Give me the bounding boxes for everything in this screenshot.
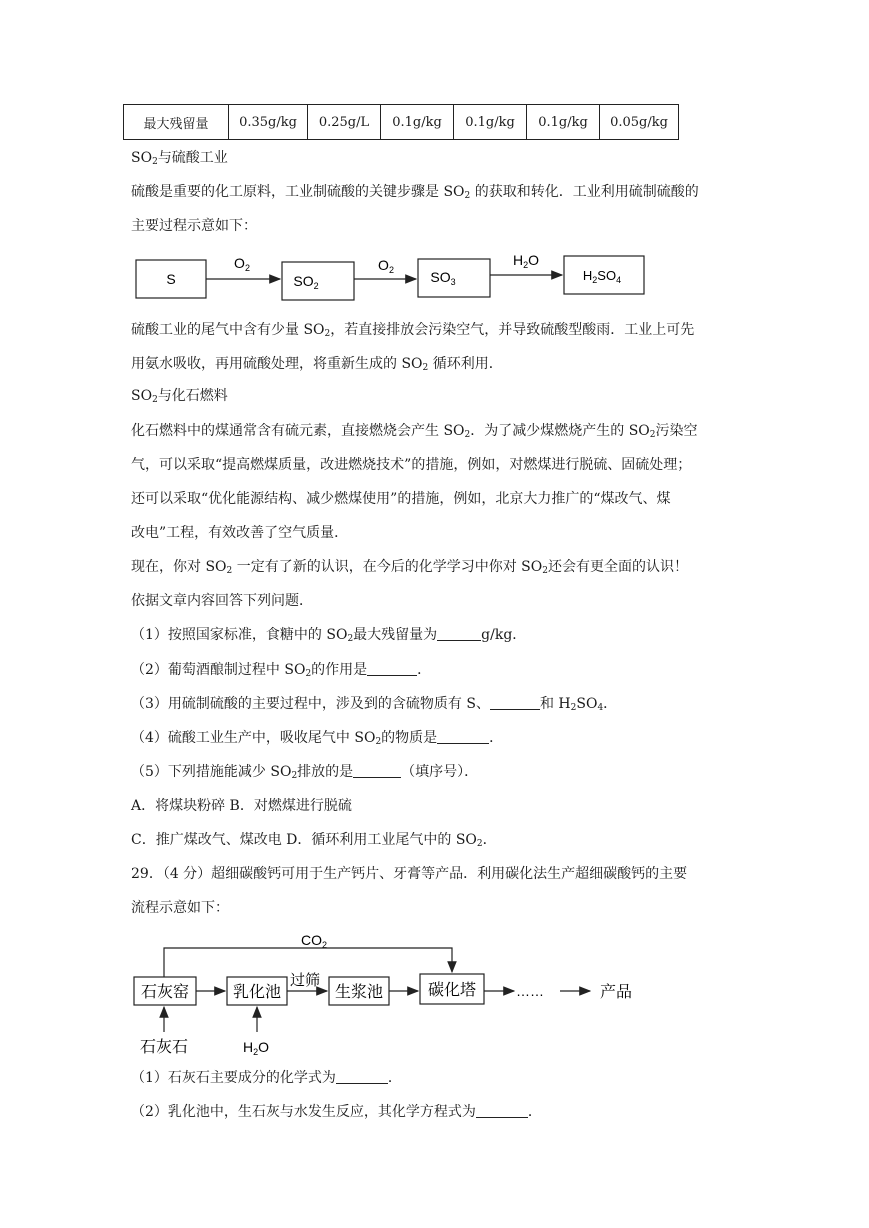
answer-blank[interactable] <box>476 1103 528 1118</box>
paragraph-line: 主要过程示意如下： <box>131 218 257 234</box>
answer-blank[interactable] <box>437 626 481 641</box>
question-1: （1）按照国家标准，食糖中的 $SO_2$最大残留量为 g/kg． <box>131 627 527 644</box>
paragraph-line: 硫酸是重要的化工原料，工业制硫酸的关键步骤是 $SO_2$ 的获取和转化．工业利用硫制硫酸的 <box>131 184 699 201</box>
paragraph-line: 现在，你对 $SO_2$ 一定有了新的认识，在今后的化学学习中你对 $SO_2$还会有更全面的认识！ <box>131 559 688 576</box>
paragraph-line: 化石燃料中的煤通常含有硫元素，直接燃烧会产生 $SO_2$．为了减少煤燃烧产生的 $SO_2$污染空 <box>131 423 698 440</box>
sub-question-1: （1）石灰石主要成分的化学式为 ． <box>131 1070 402 1086</box>
sulfuric-acid-flow-diagram <box>130 248 660 306</box>
paragraph-line: 气，可以采取“提高燃煤质量，改进燃烧技术”的措施，例如，对燃煤进行脱硫、固硫处理； <box>131 457 692 473</box>
arrow-label-h2o: $H_2O$ <box>512 252 540 270</box>
ellipsis: …… <box>516 983 544 999</box>
answer-blank[interactable] <box>490 695 540 710</box>
table-cell: 0.35g/kg <box>229 105 308 140</box>
question-4: （4）硫酸工业生产中，吸收尾气中 $SO_2$的物质是 ． <box>131 730 504 747</box>
table-row <box>124 105 679 140</box>
residue-table <box>123 104 679 140</box>
product-label: 产品 <box>599 984 633 1001</box>
question-5: （5）下列措施能减少 $SO_2$排放的是 （填序号）． <box>131 764 479 781</box>
answer-blank[interactable] <box>353 763 401 778</box>
instruction-line: 依据文章内容回答下列问题． <box>131 593 313 609</box>
table-cell: 0.1g/kg <box>527 105 600 140</box>
sub-question-2: （2）乳化池中，生石灰与水发生反应，其化学方程式为 ． <box>131 1104 542 1120</box>
flow-label-so2: $SO_2$ <box>293 273 319 291</box>
question-29-cont: 流程示意如下： <box>131 900 229 916</box>
co2-label: $CO_2$ <box>300 932 328 950</box>
question-29: 29．（4 分）超细碳酸钙可用于生产钙片、牙膏等产品．利用碳化法生产超细碳酸钙的主要 <box>131 866 688 882</box>
paragraph-line: 硫酸工业的尾气中含有少量 $SO_2$，若直接排放会污染空气，并导致硫酸型酸雨．工业上可先 <box>131 322 695 339</box>
table-cell: 0.05g/kg <box>600 105 679 140</box>
table-cell: 0.1g/kg <box>381 105 454 140</box>
option-line-ab: A．将煤块粉碎 B．对燃煤进行脱硫 <box>131 798 352 814</box>
box-label: 生浆池 <box>334 984 384 1001</box>
arrow-label-o2: $O_2$ <box>234 255 250 273</box>
arrow-label-o2: $O_2$ <box>378 257 394 275</box>
flow-label-so3: $SO_3$ <box>430 269 456 287</box>
section-heading-sulfuric-acid: $SO_2$与硫酸工业 <box>131 150 228 167</box>
paragraph-line: 用氨水吸收，再用硫酸处理，将重新生成的 $SO_2$ 循环利用． <box>131 356 503 373</box>
box-label: 石灰窑 <box>140 984 190 1001</box>
table-header-cell: 最大残留量 <box>124 105 229 140</box>
question-2: （2）葡萄酒酿制过程中 $SO_2$的作用是 ． <box>131 662 432 679</box>
calcium-carbonate-flow-diagram <box>128 928 658 1056</box>
paragraph-line: 还可以采取“优化能源结构、减少燃煤使用”的措施，例如，北京大力推广的“煤改气、煤 <box>131 491 671 507</box>
input-limestone: 石灰石 <box>139 1039 189 1056</box>
option-line-cd: C．推广煤改气、煤改电 D．循环利用工业尾气中的 $SO_2$． <box>131 832 497 849</box>
table-cell: 0.25g/L <box>308 105 381 140</box>
box-label: 乳化池 <box>232 984 282 1001</box>
filter-label: 过筛 <box>289 972 321 989</box>
answer-blank[interactable] <box>367 661 417 676</box>
section-heading-fossil-fuel: $SO_2$与化石燃料 <box>131 388 228 405</box>
flow-label-s: S <box>166 271 176 287</box>
input-water: $H_2O$ <box>242 1039 270 1056</box>
answer-blank[interactable] <box>437 729 489 744</box>
paragraph-line: 改电”工程，有效改善了空气质量． <box>131 525 349 541</box>
question-3: （3）用硫制硫酸的主要过程中，涉及到的含硫物质有 S、 和 $H_2SO_4$． <box>131 696 618 713</box>
flow-label-h2so4: $H_2SO_4$ <box>582 268 622 285</box>
answer-blank[interactable] <box>336 1069 388 1084</box>
box-label: 碳化塔 <box>427 982 477 999</box>
table-cell: 0.1g/kg <box>454 105 527 140</box>
